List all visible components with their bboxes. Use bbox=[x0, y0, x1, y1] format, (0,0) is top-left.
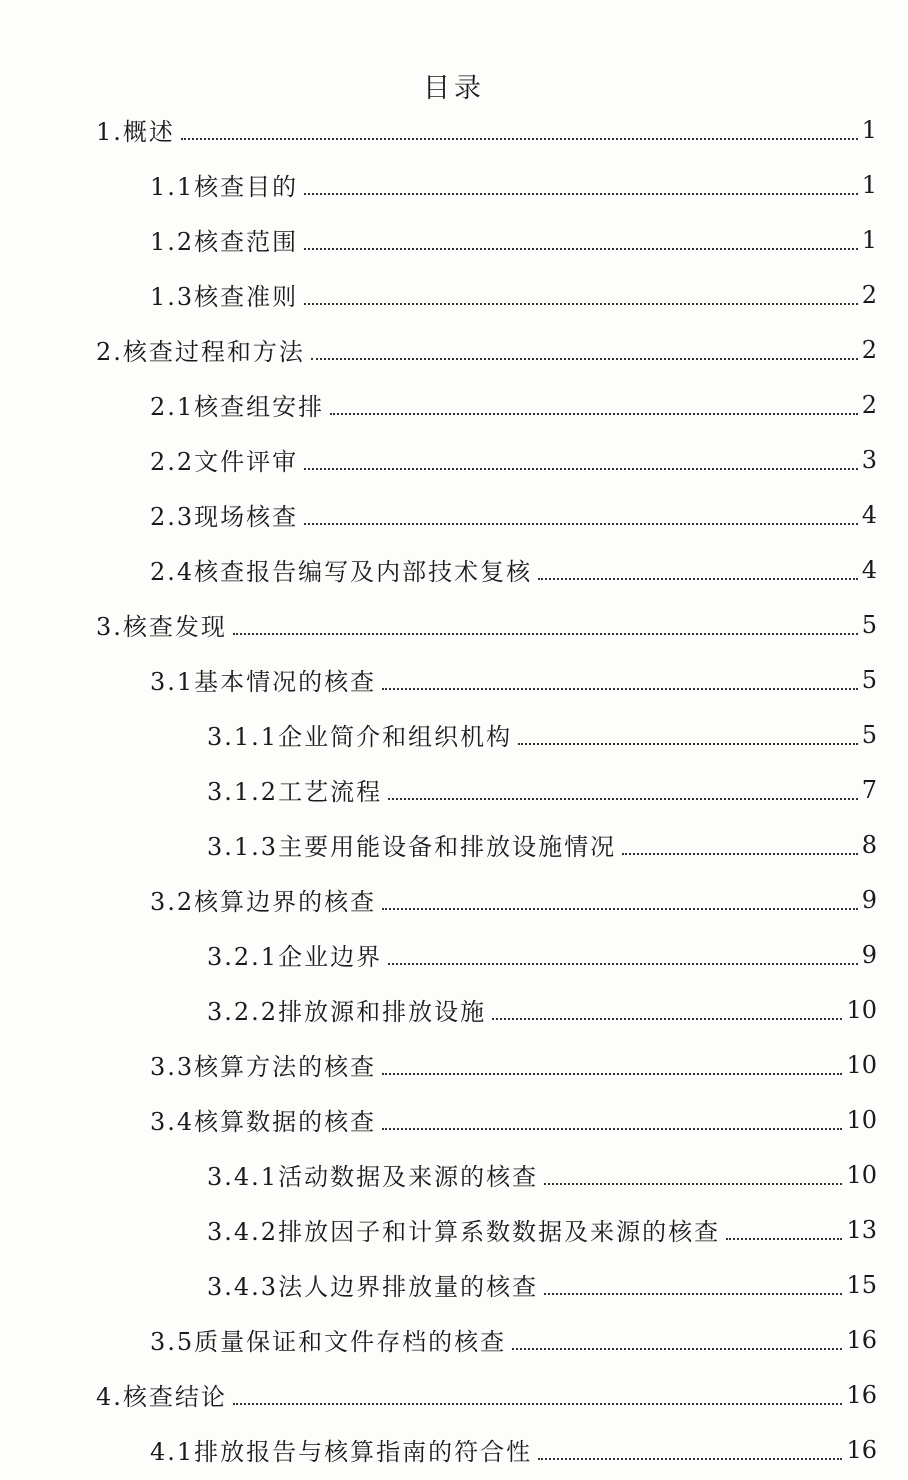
dot-leader bbox=[544, 1293, 842, 1295]
toc-entry[interactable] bbox=[0, 322, 908, 377]
dot-leader bbox=[304, 303, 858, 305]
toc-page-number: 10 bbox=[846, 1160, 877, 1189]
dot-leader bbox=[518, 743, 858, 745]
dot-leader bbox=[492, 1018, 842, 1020]
toc-entry-label: 3.4.2排放因子和计算系数数据及来源的核查 bbox=[207, 1218, 721, 1246]
toc-entry[interactable] bbox=[0, 762, 908, 817]
toc-entry-label: 3.3核算方法的核查 bbox=[150, 1053, 377, 1081]
toc-page-number: 16 bbox=[846, 1325, 877, 1354]
toc-page-number: 1 bbox=[861, 170, 877, 199]
toc-page-number: 3 bbox=[861, 445, 877, 474]
toc-entry[interactable] bbox=[0, 157, 908, 212]
toc-page-number: 10 bbox=[846, 1105, 877, 1134]
toc-entry-label: 3.5质量保证和文件存档的核查 bbox=[150, 1328, 507, 1356]
toc-entry-label: 1.2核查范围 bbox=[150, 228, 299, 256]
table-of-contents bbox=[0, 102, 908, 1477]
toc-entry-label: 1.概述 bbox=[96, 118, 175, 146]
toc-entry[interactable] bbox=[0, 102, 908, 157]
toc-page-number: 7 bbox=[861, 775, 877, 804]
toc-page-number: 8 bbox=[861, 830, 877, 859]
toc-entry-label: 3.4核算数据的核查 bbox=[150, 1108, 377, 1136]
dot-leader bbox=[538, 1458, 842, 1460]
dot-leader bbox=[388, 798, 858, 800]
dot-leader bbox=[512, 1348, 842, 1350]
toc-page-number: 4 bbox=[861, 500, 877, 529]
toc-page-number: 16 bbox=[846, 1380, 877, 1409]
toc-entry[interactable] bbox=[0, 652, 908, 707]
toc-entry[interactable] bbox=[0, 707, 908, 762]
toc-entry-label: 4.核查结论 bbox=[96, 1383, 227, 1411]
toc-page-number: 10 bbox=[846, 995, 877, 1024]
toc-entry-label: 3.4.1活动数据及来源的核查 bbox=[207, 1163, 539, 1191]
toc-page-number: 2 bbox=[861, 280, 877, 309]
toc-page-number: 10 bbox=[846, 1050, 877, 1079]
toc-entry[interactable] bbox=[0, 1312, 908, 1367]
toc-entry[interactable] bbox=[0, 872, 908, 927]
dot-leader bbox=[304, 523, 858, 525]
toc-entry[interactable] bbox=[0, 1257, 908, 1312]
toc-entry[interactable] bbox=[0, 487, 908, 542]
dot-leader bbox=[304, 468, 858, 470]
toc-entry[interactable] bbox=[0, 542, 908, 597]
toc-entry-label: 3.2.1企业边界 bbox=[207, 943, 383, 971]
toc-entry[interactable] bbox=[0, 1422, 908, 1477]
toc-entry[interactable] bbox=[0, 377, 908, 432]
toc-page-number: 9 bbox=[861, 940, 877, 969]
toc-page-number: 15 bbox=[846, 1270, 877, 1299]
dot-leader bbox=[304, 248, 858, 250]
dot-leader bbox=[382, 1073, 842, 1075]
toc-entry[interactable] bbox=[0, 1037, 908, 1092]
dot-leader bbox=[544, 1183, 842, 1185]
toc-entry-label: 2.1核查组安排 bbox=[150, 393, 325, 421]
toc-entry-label: 1.1核查目的 bbox=[150, 173, 299, 201]
dot-leader bbox=[538, 578, 858, 580]
dot-leader bbox=[382, 1128, 842, 1130]
toc-page-number: 1 bbox=[861, 115, 877, 144]
toc-entry-label: 2.4核查报告编写及内部技术复核 bbox=[150, 558, 533, 586]
toc-page-number: 2 bbox=[861, 335, 877, 364]
dot-leader bbox=[233, 1403, 843, 1405]
toc-entry-label: 4.1排放报告与核算指南的符合性 bbox=[150, 1438, 533, 1466]
toc-entry-label: 3.1基本情况的核查 bbox=[150, 668, 377, 696]
toc-entry-label: 3.2核算边界的核查 bbox=[150, 888, 377, 916]
toc-title: 目录 bbox=[423, 73, 485, 104]
toc-page-number: 4 bbox=[861, 555, 877, 584]
toc-entry-label: 2.3现场核查 bbox=[150, 503, 299, 531]
toc-entry[interactable] bbox=[0, 1367, 908, 1422]
toc-entry-label: 3.1.2工艺流程 bbox=[207, 778, 383, 806]
toc-entry-label: 2.2文件评审 bbox=[150, 448, 299, 476]
toc-entry[interactable] bbox=[0, 1092, 908, 1147]
toc-entry[interactable] bbox=[0, 212, 908, 267]
toc-entry[interactable] bbox=[0, 817, 908, 872]
dot-leader bbox=[382, 688, 858, 690]
toc-entry-label: 3.1.1企业简介和组织机构 bbox=[207, 723, 513, 751]
toc-entry[interactable] bbox=[0, 1202, 908, 1257]
toc-page-number: 5 bbox=[861, 610, 877, 639]
toc-entry[interactable] bbox=[0, 982, 908, 1037]
toc-entry[interactable] bbox=[0, 927, 908, 982]
toc-entry-label: 2.核查过程和方法 bbox=[96, 338, 305, 366]
toc-entry-label: 3.2.2排放源和排放设施 bbox=[207, 998, 487, 1026]
toc-page-number: 2 bbox=[861, 390, 877, 419]
toc-page-number: 16 bbox=[846, 1435, 877, 1464]
dot-leader bbox=[726, 1238, 842, 1240]
toc-page-number: 1 bbox=[861, 225, 877, 254]
toc-entry-label: 3.核查发现 bbox=[96, 613, 227, 641]
dot-leader bbox=[304, 193, 858, 195]
toc-entry-label: 3.1.3主要用能设备和排放设施情况 bbox=[207, 833, 617, 861]
toc-page-number: 5 bbox=[861, 665, 877, 694]
toc-page-number: 9 bbox=[861, 885, 877, 914]
toc-entry-label: 1.3核查准则 bbox=[150, 283, 299, 311]
toc-entry[interactable] bbox=[0, 432, 908, 487]
dot-leader bbox=[311, 358, 858, 360]
dot-leader bbox=[622, 853, 858, 855]
dot-leader bbox=[330, 413, 858, 415]
toc-entry[interactable] bbox=[0, 1147, 908, 1202]
toc-entry-label: 3.4.3法人边界排放量的核查 bbox=[207, 1273, 539, 1301]
toc-page-number: 5 bbox=[861, 720, 877, 749]
dot-leader bbox=[382, 908, 858, 910]
dot-leader bbox=[388, 963, 858, 965]
toc-page-number: 13 bbox=[846, 1215, 877, 1244]
toc-entry[interactable] bbox=[0, 597, 908, 652]
toc-entry[interactable] bbox=[0, 267, 908, 322]
dot-leader bbox=[181, 138, 858, 140]
dot-leader bbox=[233, 633, 858, 635]
